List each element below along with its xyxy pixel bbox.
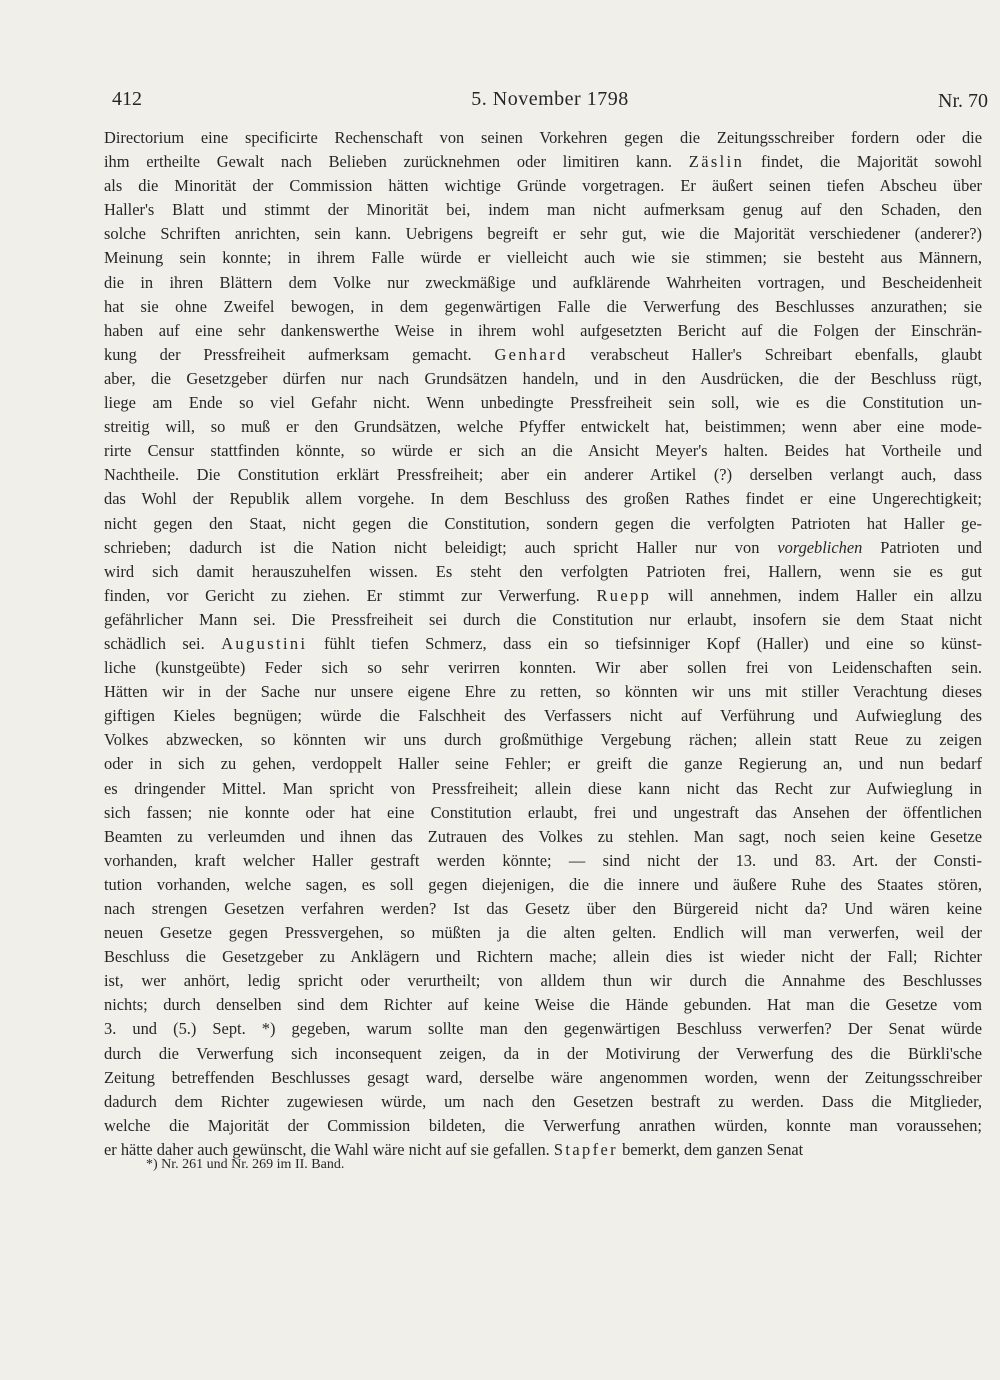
text-segment: aber, die Gesetzgeber dürfen nur nach Grundsätzen handeln, und in den Ausdrücken, die der Beschluss rügt, xyxy=(104,368,982,388)
text-line xyxy=(104,728,982,752)
text-line xyxy=(104,680,982,704)
text-line xyxy=(104,487,982,511)
text-segment: Meinung sein konnte; in ihrem Falle würde er vielleicht auch wie sie stimmen; sie besteht aus Männern, xyxy=(104,248,982,268)
text-line xyxy=(104,921,982,945)
text-segment: gefährlicher Mann sei. Die Pressfreiheit sei durch die Constitution nur erlaubt, insofern sie dem Staat nicht xyxy=(104,609,982,629)
text-segment: 3. und (5.) Sept. *) gegeben, warum sollte man den gegenwärtigen Beschluss verwerfen? Der Senat würde xyxy=(104,1019,982,1039)
text-segment: er hätte daher auch gewünscht, die Wahl wäre nicht auf sie gefallen. xyxy=(104,1139,554,1159)
text-line xyxy=(104,1114,982,1138)
text-line xyxy=(104,512,982,536)
text-segment: sich fassen; nie konnte oder hat eine Constitution erlaubt, frei und ungestraft das Ansehen der öffentlichen xyxy=(104,802,982,822)
text-segment: Nachtheile. Die Constitution erklärt Pressfreiheit; aber ein anderer Artikel (?) derselben verlangt auch, dass xyxy=(104,465,982,485)
text-segment: will annehmen, indem Haller ein allzu xyxy=(651,585,982,605)
text-line xyxy=(104,752,982,776)
text-line xyxy=(104,463,982,487)
running-header xyxy=(112,88,988,120)
text-segment: als die Minorität der Commission hätten wichtige Gründe vorgetragen. Er äußert seinen tiefen Abscheu über xyxy=(104,176,982,196)
text-line xyxy=(104,969,982,993)
text-line xyxy=(104,246,982,270)
text-segment: schrieben; dadurch ist die Nation nicht beleidigt; auch spricht Haller nur von xyxy=(104,537,778,557)
text-segment: neuen Gesetze gegen Pressvergehen, so müßten ja die alten gelten. Endlich will man verwerfen, weil der xyxy=(104,923,982,943)
text-segment: liege am Ende so viel Gefahr nicht. Wenn unbedingte Pressfreiheit sein soll, wie es die Constitution un- xyxy=(104,393,982,413)
text-line xyxy=(104,319,982,343)
speaker-name: Augustini xyxy=(221,633,308,653)
header-date: 5. November 1798 xyxy=(471,88,629,110)
text-segment: ist, wer anhört, ledig spricht oder verurtheilt; von alldem thun wir durch die Annahme des Beschlusses xyxy=(104,971,982,991)
text-segment: haben auf eine sehr dankenswerthe Weise in ihrem wohl aufgesetzten Bericht auf die Folgen der Einschrän- xyxy=(104,320,982,340)
text-line xyxy=(104,126,982,150)
text-line xyxy=(104,777,982,801)
text-line xyxy=(104,945,982,969)
text-segment: Beamten zu verleumden und ihnen das Zutrauen des Volkes zu stehlen. Man sagt, noch seien keine Gesetze xyxy=(104,826,982,846)
text-segment: hat sie ohne Zweifel bewogen, in dem gegenwärtigen Falle die Verwerfung des Beschlusses anzurathen; sie xyxy=(104,296,982,316)
text-segment: kung der Pressfreiheit aufmerksam gemacht. xyxy=(104,344,495,364)
text-line xyxy=(104,150,982,174)
text-line xyxy=(104,1066,982,1090)
text-segment: Directorium eine specificirte Rechenschaft von seinen Vorkehren gegen die Zeitungsschreiber fordern oder die xyxy=(104,128,982,147)
text-line xyxy=(104,801,982,825)
text-line xyxy=(104,415,982,439)
text-segment: welche die Majorität der Commission bildeten, die Verwerfung anrathen würden, konnte man voraussehen; xyxy=(104,1115,982,1135)
text-segment: Zeitung betreffenden Beschlusses gesagt ward, derselbe wäre angenommen worden, wenn der Zeitungsschreiber xyxy=(104,1067,982,1087)
text-line xyxy=(104,849,982,873)
text-line xyxy=(104,198,982,222)
text-segment: Haller's Blatt und stimmt der Minorität bei, indem man nicht aufmerksam genug auf den Schaden, den xyxy=(104,200,982,220)
text-line xyxy=(104,897,982,921)
text-line xyxy=(104,1042,982,1066)
text-line xyxy=(104,222,982,246)
text-segment: wird sich damit herauszuhelfen wissen. Es steht den verfolgten Patrioten frei, Hallern, wenn sie es gut xyxy=(104,561,982,581)
text-segment: bemerkt, dem ganzen Senat xyxy=(617,1139,804,1159)
speaker-name: Stapfer xyxy=(553,1139,618,1159)
text-segment: durch die Verwerfung sich inconsequent zeigen, da in der Motivirung der Verwerfung des die Bürkli'sche xyxy=(104,1043,982,1063)
text-segment: schädlich sei. xyxy=(104,633,222,653)
text-segment: dadurch dem Richter zugewiesen würde, um nach den Gesetzen bestraft zu werden. Dass die Mitglieder, xyxy=(104,1091,982,1111)
page-number: 412 xyxy=(112,88,142,110)
text-line xyxy=(104,704,982,728)
speaker-name: Genhard xyxy=(494,344,568,364)
text-line xyxy=(104,391,982,415)
text-segment: Patrioten und xyxy=(862,537,982,557)
text-segment: rirte Censur stattfinden könnte, so würde er sich an die Ansicht Meyer's halten. Beides hat Vortheile und xyxy=(104,441,982,461)
text-line xyxy=(104,632,982,656)
text-segment: giftigen Kieles begnügen; würde die Falschheit des Verfassers nicht auf Verführung und Aufwieglung des xyxy=(104,706,982,726)
text-segment: Volkes abzwecken, so könnten wir uns durch großmüthige Vergebung rächen; allein statt Reue zu zeigen xyxy=(104,730,982,750)
speaker-name: Ruepp xyxy=(596,585,652,605)
text-segment: nichts; durch denselben sind dem Richter auf keine Weise die Hände gebunden. Hat man die Gesetze vom xyxy=(104,995,982,1015)
text-line xyxy=(104,993,982,1017)
text-segment: das Wohl der Republik allem vorgehe. In dem Beschluss des großen Rathes findet er eine Ungerechtigkeit; xyxy=(104,489,982,509)
text-line xyxy=(104,1017,982,1041)
text-segment: Beschluss die Gesetzgeber zu Anklägern und Richtern mache; allein dies ist wieder nicht der Fall; Richter xyxy=(104,947,982,967)
text-segment: nicht gegen den Staat, nicht gegen die Constitution, sondern gegen die verfolgten Patrioten hat Haller ge- xyxy=(104,513,982,533)
text-segment: es dringender Mittel. Man spricht von Pressfreiheit; allein diese kann nicht das Recht zur Aufwieglung in xyxy=(104,778,982,798)
text-line xyxy=(104,656,982,680)
text-segment: finden, vor Gericht zu ziehen. Er stimmt zur Verwerfung. xyxy=(104,585,597,605)
text-line xyxy=(104,873,982,897)
text-segment: tution vorhanden, welche sagen, es soll gegen diejenigen, die die innere und äußere Ruhe des Staates stören, xyxy=(104,874,982,894)
footnote: *) Nr. 261 und Nr. 269 im II. Band. xyxy=(146,1157,345,1172)
text-line xyxy=(104,271,982,295)
document-number: Nr. 70 xyxy=(938,90,988,112)
text-segment: findet, die Majorität sowohl xyxy=(744,152,982,172)
text-segment: liche (kunstgeübte) Feder sich so sehr verirren konnten. Wir aber sollen frei von Leidenschaften sein. xyxy=(104,658,982,678)
text-line xyxy=(104,367,982,391)
text-segment: vorhanden, kraft welcher Haller gestraft werden könnte; — sind nicht der 13. und 83. Art. der Consti- xyxy=(104,850,982,870)
emphasis-text: vorgeblichen xyxy=(777,537,863,557)
text-line xyxy=(104,825,982,849)
text-segment: streitig will, so muß er den Grundsätzen, welche Pfyffer entwickelt hat, beistimmen; wenn aber eine mode- xyxy=(104,417,982,437)
text-segment: oder in sich zu gehen, verdoppelt Haller seine Fehler; er greift die ganze Regierung an, und nun bedarf xyxy=(104,754,982,774)
text-line xyxy=(104,536,982,560)
speaker-name: Zäslin xyxy=(688,152,745,172)
text-line xyxy=(104,295,982,319)
text-segment: Hätten wir in der Sache nur unsere eigene Ehre zu retten, so könnten wir uns mit stiller Verachtung dieses xyxy=(104,682,982,702)
text-segment: die in ihren Blättern dem Volke nur zweckmäßige und aufklärende Wahrheiten vortragen, und Bescheidenheit xyxy=(104,272,982,292)
text-line xyxy=(104,1090,982,1114)
text-segment: solche Schriften anrichten, sein kann. Uebrigens begreift er sehr gut, wie die Majorität verschiedener (anderer?) xyxy=(104,224,982,244)
text-line xyxy=(104,174,982,198)
text-segment: verabscheut Haller's Schreibart ebenfalls, glaubt xyxy=(567,344,982,364)
text-line xyxy=(104,584,982,608)
text-line xyxy=(104,343,982,367)
text-line xyxy=(104,439,982,463)
text-segment: ihm ertheilte Gewalt nach Belieben zurücknehmen oder limitiren kann. xyxy=(104,152,689,172)
text-line xyxy=(104,608,982,632)
text-segment: fühlt tiefen Schmerz, dass ein so tiefsinniger Kopf (Haller) und eine so künst- xyxy=(307,633,982,653)
text-line xyxy=(104,560,982,584)
body-text xyxy=(104,126,982,1162)
text-segment: nach strengen Gesetzen verfahren werden? Ist das Gesetz über den Bürgereid nicht da? Und wären keine xyxy=(104,899,982,918)
